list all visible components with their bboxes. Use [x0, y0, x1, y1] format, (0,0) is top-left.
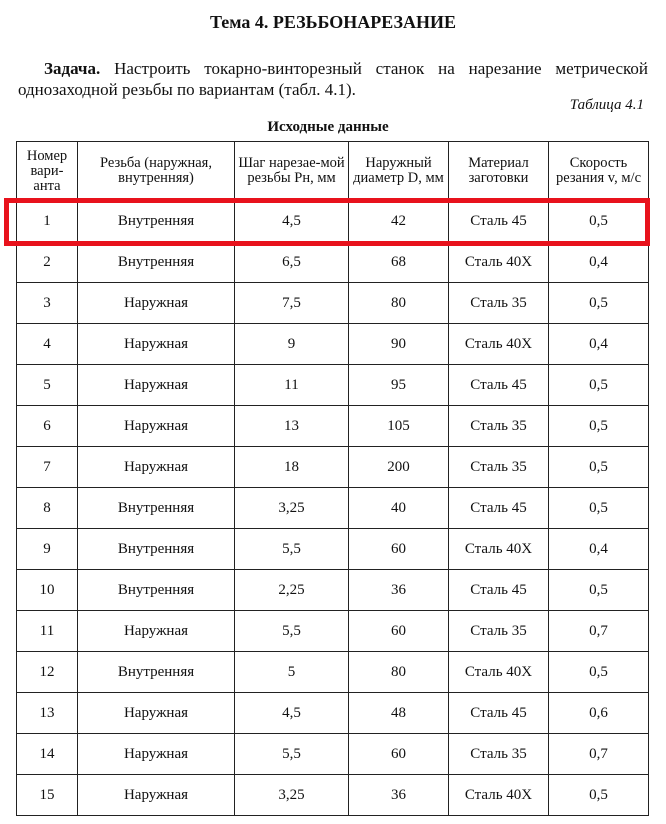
cell-material: Сталь 40Х — [449, 775, 549, 816]
cell-pitch: 2,25 — [235, 570, 349, 611]
header-variant: Номер вари-анта — [17, 142, 78, 201]
cell-diameter: 48 — [349, 693, 449, 734]
cell-speed: 0,4 — [549, 242, 649, 283]
cell-thread: Наружная — [78, 365, 235, 406]
cell-pitch: 5,5 — [235, 611, 349, 652]
cell-pitch: 11 — [235, 365, 349, 406]
table-row — [17, 447, 649, 488]
table-row — [17, 365, 649, 406]
cell-thread: Наружная — [78, 611, 235, 652]
table-row — [17, 488, 649, 529]
cell-material: Сталь 45 — [449, 365, 549, 406]
cell-thread: Внутренняя — [78, 529, 235, 570]
header-pitch: Шаг нарезае-мой резьбы Рн, мм — [235, 142, 349, 201]
cell-pitch: 3,25 — [235, 775, 349, 816]
cell-speed: 0,6 — [549, 693, 649, 734]
cell-speed: 0,5 — [549, 447, 649, 488]
cell-thread: Внутренняя — [78, 652, 235, 693]
cell-thread: Наружная — [78, 775, 235, 816]
cell-speed: 0,5 — [549, 775, 649, 816]
cell-pitch: 4,5 — [235, 693, 349, 734]
table-row — [17, 570, 649, 611]
cell-speed: 0,7 — [549, 734, 649, 775]
cell-pitch: 13 — [235, 406, 349, 447]
cell-variant: 2 — [17, 242, 78, 283]
cell-variant: 11 — [17, 611, 78, 652]
cell-material: Сталь 45 — [449, 693, 549, 734]
cell-variant: 12 — [17, 652, 78, 693]
cell-variant: 13 — [17, 693, 78, 734]
table-row — [17, 734, 649, 775]
cell-diameter: 42 — [349, 201, 449, 242]
cell-thread: Наружная — [78, 283, 235, 324]
header-thread: Резьба (наружная, внутренняя) — [78, 142, 235, 201]
cell-diameter: 95 — [349, 365, 449, 406]
cell-variant: 3 — [17, 283, 78, 324]
cell-diameter: 80 — [349, 652, 449, 693]
cell-thread: Наружная — [78, 693, 235, 734]
cell-material: Сталь 40Х — [449, 242, 549, 283]
cell-variant: 4 — [17, 324, 78, 365]
cell-thread: Внутренняя — [78, 201, 235, 242]
cell-thread: Внутренняя — [78, 242, 235, 283]
cell-material: Сталь 45 — [449, 488, 549, 529]
cell-diameter: 68 — [349, 242, 449, 283]
cell-variant: 14 — [17, 734, 78, 775]
table-row — [17, 242, 649, 283]
cell-diameter: 36 — [349, 775, 449, 816]
cell-material: Сталь 45 — [449, 201, 549, 242]
cell-variant: 5 — [17, 365, 78, 406]
cell-speed: 0,7 — [549, 611, 649, 652]
cell-speed: 0,5 — [549, 283, 649, 324]
cell-thread: Наружная — [78, 324, 235, 365]
cell-material: Сталь 35 — [449, 406, 549, 447]
cell-variant: 6 — [17, 406, 78, 447]
cell-thread: Наружная — [78, 406, 235, 447]
header-speed: Скорость резания v, м/с — [549, 142, 649, 201]
cell-variant: 10 — [17, 570, 78, 611]
cell-material: Сталь 35 — [449, 611, 549, 652]
table-row — [17, 406, 649, 447]
cell-speed: 0,5 — [549, 201, 649, 242]
cell-diameter: 60 — [349, 611, 449, 652]
cell-speed: 0,5 — [549, 652, 649, 693]
cell-material: Сталь 35 — [449, 734, 549, 775]
cell-pitch: 5,5 — [235, 529, 349, 570]
cell-material: Сталь 35 — [449, 283, 549, 324]
table-row — [17, 652, 649, 693]
table-header — [17, 142, 649, 201]
cell-pitch: 4,5 — [235, 201, 349, 242]
source-data-table — [16, 141, 649, 816]
cell-thread: Наружная — [78, 734, 235, 775]
cell-speed: 0,4 — [549, 529, 649, 570]
cell-speed: 0,5 — [549, 406, 649, 447]
cell-diameter: 40 — [349, 488, 449, 529]
cell-pitch: 18 — [235, 447, 349, 488]
cell-material: Сталь 35 — [449, 447, 549, 488]
task-lead: Задача. — [44, 59, 101, 78]
page-title: Тема 4. РЕЗЬБОНАРЕЗАНИЕ — [209, 12, 457, 32]
table-row — [17, 775, 649, 816]
cell-material: Сталь 40Х — [449, 324, 549, 365]
cell-diameter: 60 — [349, 734, 449, 775]
cell-speed: 0,5 — [549, 570, 649, 611]
cell-material: Сталь 40Х — [449, 529, 549, 570]
table-number-label: Таблица 4.1 — [569, 97, 644, 113]
task-text: Настроить токарно-винторезный станок на нарезание метрической однозаходной резьбы по вариантам (табл. 4.1). — [18, 59, 648, 99]
cell-variant: 1 — [17, 201, 78, 242]
cell-pitch: 6,5 — [235, 242, 349, 283]
table-row — [17, 693, 649, 734]
cell-material: Сталь 45 — [449, 570, 549, 611]
cell-pitch: 5 — [235, 652, 349, 693]
cell-speed: 0,5 — [549, 365, 649, 406]
cell-variant: 9 — [17, 529, 78, 570]
task-paragraph — [18, 58, 648, 100]
cell-diameter: 90 — [349, 324, 449, 365]
cell-speed: 0,5 — [549, 488, 649, 529]
table-row — [17, 283, 649, 324]
header-row — [17, 142, 649, 201]
cell-speed: 0,4 — [549, 324, 649, 365]
cell-diameter: 105 — [349, 406, 449, 447]
cell-variant: 7 — [17, 447, 78, 488]
cell-pitch: 7,5 — [235, 283, 349, 324]
cell-thread: Внутренняя — [78, 570, 235, 611]
table-row — [17, 324, 649, 365]
cell-diameter: 60 — [349, 529, 449, 570]
cell-thread: Наружная — [78, 447, 235, 488]
cell-diameter: 80 — [349, 283, 449, 324]
table-row — [17, 529, 649, 570]
table-caption: Исходные данные — [267, 119, 389, 135]
header-diameter: Наружный диаметр D, мм — [349, 142, 449, 201]
cell-diameter: 36 — [349, 570, 449, 611]
cell-diameter: 200 — [349, 447, 449, 488]
cell-material: Сталь 40Х — [449, 652, 549, 693]
cell-pitch: 5,5 — [235, 734, 349, 775]
cell-pitch: 3,25 — [235, 488, 349, 529]
table-row — [17, 611, 649, 652]
table-row — [17, 201, 649, 242]
cell-variant: 15 — [17, 775, 78, 816]
cell-thread: Внутренняя — [78, 488, 235, 529]
cell-pitch: 9 — [235, 324, 349, 365]
cell-variant: 8 — [17, 488, 78, 529]
header-material: Материал заготовки — [449, 142, 549, 201]
table-body — [17, 201, 649, 816]
